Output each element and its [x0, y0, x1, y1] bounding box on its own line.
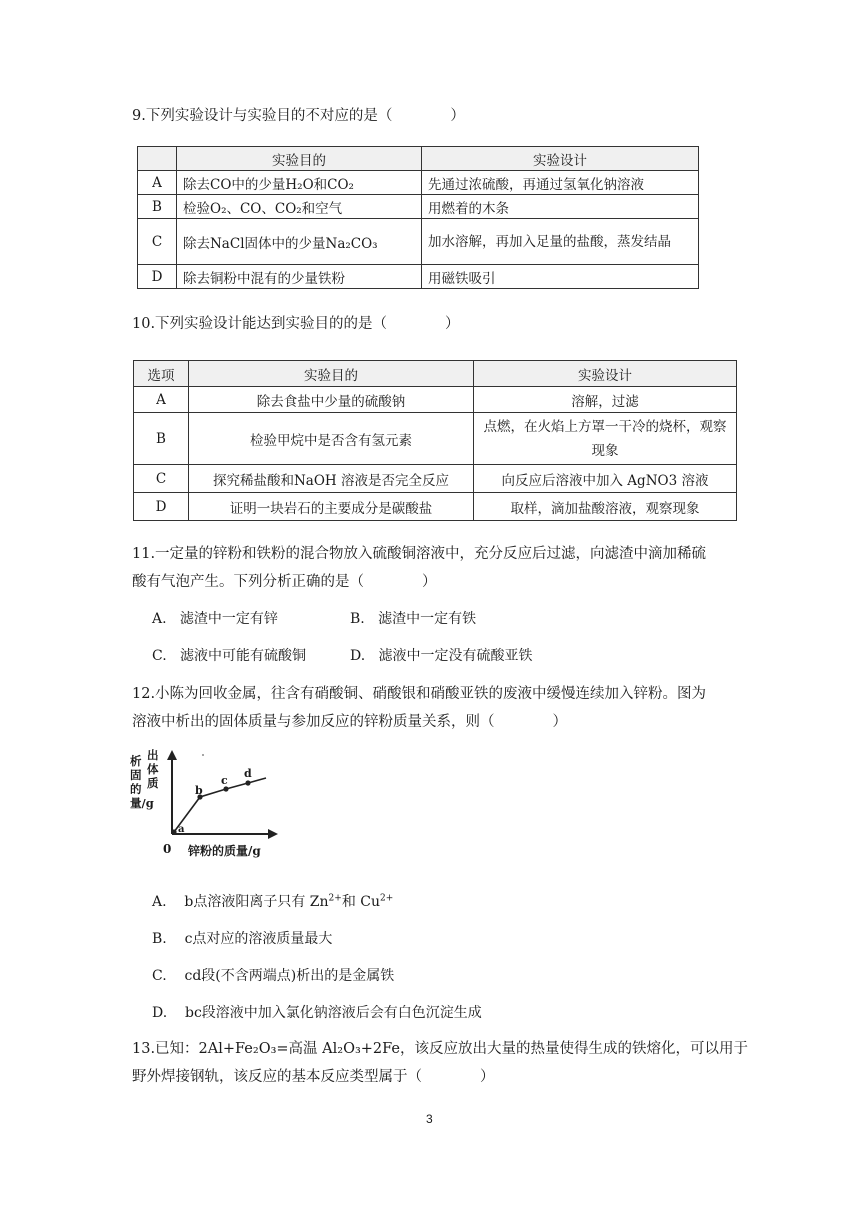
label-d: d — [244, 767, 252, 780]
q10-table — [133, 360, 737, 521]
q9-row-option: A — [138, 171, 177, 195]
q11-stem-line2: 酸有气泡产生。下列分析正确的是（ ） — [132, 574, 437, 590]
q10-header-option: 选项 — [134, 361, 189, 387]
table-row — [138, 171, 699, 195]
q9-row-option: D — [138, 265, 177, 289]
q9-stem: 9.下列实验设计与实验目的不对应的是（ ） — [132, 108, 465, 124]
y-label-col1: 析 固 的 量/g — [130, 754, 154, 810]
label-c: c — [221, 774, 228, 787]
label-b: b — [195, 784, 203, 797]
x-label: 锌粉的质量/g — [188, 844, 261, 858]
q9-row-purpose: 除去CO中的少量H₂O和CO₂ — [177, 171, 422, 195]
x-axis-arrow-icon — [268, 829, 278, 839]
q9-row-purpose: 除去铜粉中混有的少量铁粉 — [177, 265, 422, 289]
origin-label: 0 — [163, 842, 172, 856]
q9-row-purpose: 除去NaCl固体中的少量Na₂CO₃ — [177, 219, 422, 265]
q10-row-purpose: 除去食盐中少量的硫酸钠 — [189, 387, 474, 413]
q10-row-option: D — [134, 493, 189, 521]
point-a — [171, 829, 176, 834]
label-a: a — [178, 824, 185, 835]
q11-stem-line1: 11.一定量的锌粉和铁粉的混合物放入硫酸铜溶液中，充分反应后过滤，向滤渣中滴加稀硫 — [132, 546, 707, 562]
q10-row-design: 取样，滴加盐酸溶液，观察现象 — [474, 493, 737, 521]
y-label-col2: 出 体 质 — [147, 748, 159, 790]
y-axis-arrow-icon — [167, 750, 177, 760]
q9-row-design: 用磁铁吸引 — [422, 265, 699, 289]
speck — [202, 754, 204, 756]
q10-row-option: C — [134, 465, 189, 493]
q9-row-design: 先通过浓硫酸，再通过氢氧化钠溶液 — [422, 171, 699, 195]
q10-header-design: 实验设计 — [474, 361, 737, 387]
q11-option-c: C. 滤液中可能有硫酸铜 — [152, 648, 307, 664]
q9-row-design: 加水溶解，再加入足量的盐酸，蒸发结晶 — [422, 219, 699, 265]
q9-row-design: 用燃着的木条 — [422, 195, 699, 219]
q13-stem-line2: 野外焊接钢轨，该反应的基本反应类型属于（ ） — [132, 1069, 495, 1085]
q9-row-purpose: 检验O₂、CO、CO₂和空气 — [177, 195, 422, 219]
table-row — [134, 387, 737, 413]
q10-row-purpose: 检验甲烷中是否含有氢元素 — [189, 413, 474, 465]
point-c — [223, 786, 228, 791]
point-d — [245, 780, 250, 785]
q9-row-option: C — [138, 219, 177, 265]
q9-header-purpose: 实验目的 — [177, 147, 422, 171]
table-row — [138, 219, 699, 265]
q13-stem-line1: 13.已知：2Al+Fe₂O₃=高温 Al₂O₃+2Fe，该反应放出大量的热量使得生成的铁熔化，可以用于 — [132, 1041, 749, 1057]
q10-stem: 10.下列实验设计能达到实验目的的是（ ） — [132, 316, 460, 332]
q10-header-purpose: 实验目的 — [189, 361, 474, 387]
page-number: 3 — [426, 1112, 433, 1126]
table-row — [138, 195, 699, 219]
q12-option-a: A. b点溶液阳离子只有 $Zn^{2+}$和 $Cu^{2+}$ — [152, 893, 394, 910]
q9-header-design: 实验设计 — [422, 147, 699, 171]
table-row — [138, 265, 699, 289]
q12-stem-line1: 12.小陈为回收金属，往含有硝酸铜、硝酸银和硝酸亚铁的废液中缓慢连续加入锌粉。图为 — [132, 686, 707, 702]
q10-row-design: 向反应后溶液中加入 AgNO3 溶液 — [474, 465, 737, 493]
q10-row-purpose: 证明一块岩石的主要成分是碳酸盐 — [189, 493, 474, 521]
q12-option-d: D. bc段溶液中加入氯化钠溶液后会有白色沉淀生成 — [152, 1005, 482, 1021]
table-row — [134, 413, 737, 465]
q11-option-a: A. 滤渣中一定有锌 — [152, 611, 278, 627]
table-row — [134, 493, 737, 521]
q10-row-design: 溶解，过滤 — [474, 387, 737, 413]
q12-option-c: C. cd段(不含两端点)析出的是金属铁 — [152, 968, 395, 984]
q10-row-option: A — [134, 387, 189, 413]
q11-option-d: D. 滤液中一定没有硫酸亚铁 — [350, 648, 533, 664]
q9-table — [137, 146, 699, 289]
q9-header-option — [138, 147, 177, 171]
q9-row-option: B — [138, 195, 177, 219]
q10-row-design: 点燃，在火焰上方罩一干冷的烧杯，观察现象 — [474, 413, 737, 465]
q10-row-option: B — [134, 413, 189, 465]
solid-mass-curve — [174, 778, 266, 832]
q12-graph — [130, 748, 300, 863]
table-row — [134, 465, 737, 493]
q12-option-b: B. c点对应的溶液质量最大 — [152, 931, 333, 947]
q11-option-b: B. 滤渣中一定有铁 — [350, 611, 477, 627]
q10-row-purpose: 探究稀盐酸和NaOH 溶液是否完全反应 — [189, 465, 474, 493]
q12-stem-line2: 溶液中析出的固体质量与参加反应的锌粉质量关系，则（ ） — [132, 714, 567, 730]
